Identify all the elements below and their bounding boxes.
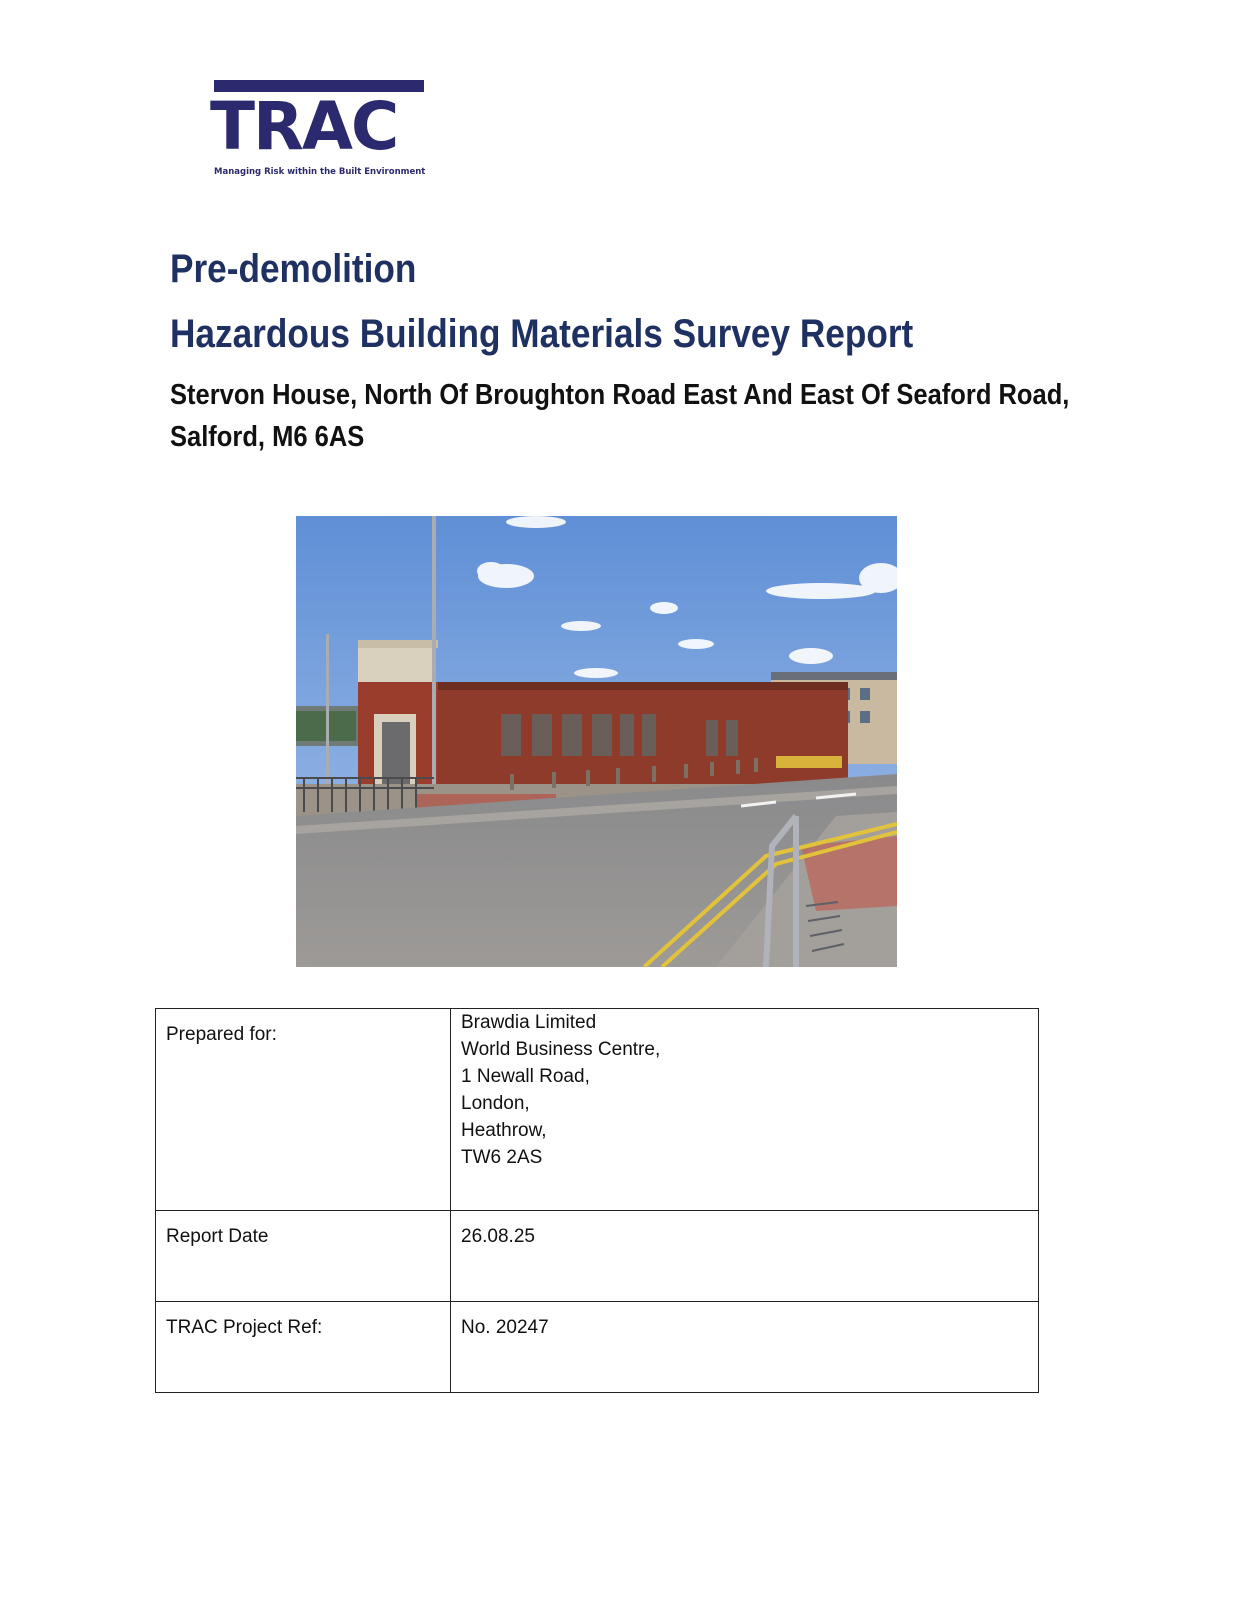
project-ref-label: TRAC Project Ref: (156, 1302, 451, 1393)
project-ref-value: No. 20247 (461, 1317, 549, 1338)
client-address-line: London, (461, 1093, 530, 1114)
client-address-line: 1 Newall Road, (461, 1066, 590, 1087)
logo-wordmark: TRAC (210, 88, 398, 165)
client-name: Brawdia Limited (461, 1012, 597, 1033)
report-details-table (155, 1008, 1039, 1393)
table-row (156, 1211, 1039, 1302)
prepared-for-label: Prepared for: (156, 1009, 451, 1211)
logo-tagline: Managing Risk within the Built Environment (214, 167, 426, 177)
trac-logo (210, 80, 430, 180)
project-ref-cell (451, 1302, 1039, 1393)
table-row (156, 1009, 1039, 1211)
report-date-value: 26.08.25 (461, 1226, 535, 1247)
client-address-line: World Business Centre, (461, 1039, 661, 1060)
report-date-label: Report Date (156, 1211, 451, 1302)
report-title-line-2: Hazardous Building Materials Survey Report (170, 312, 914, 356)
table-row (156, 1302, 1039, 1393)
client-postcode: TW6 2AS (461, 1147, 543, 1168)
report-date-cell (451, 1211, 1039, 1302)
site-address: Stervon House, North Of Broughton Road East And East Of Seaford Road, Salford, M6 6AS (170, 379, 1070, 453)
building-photo (296, 516, 897, 967)
client-address-line: Heathrow, (461, 1120, 547, 1141)
prepared-for-value (451, 1009, 1039, 1211)
report-title-line-1: Pre-demolition (170, 247, 417, 291)
